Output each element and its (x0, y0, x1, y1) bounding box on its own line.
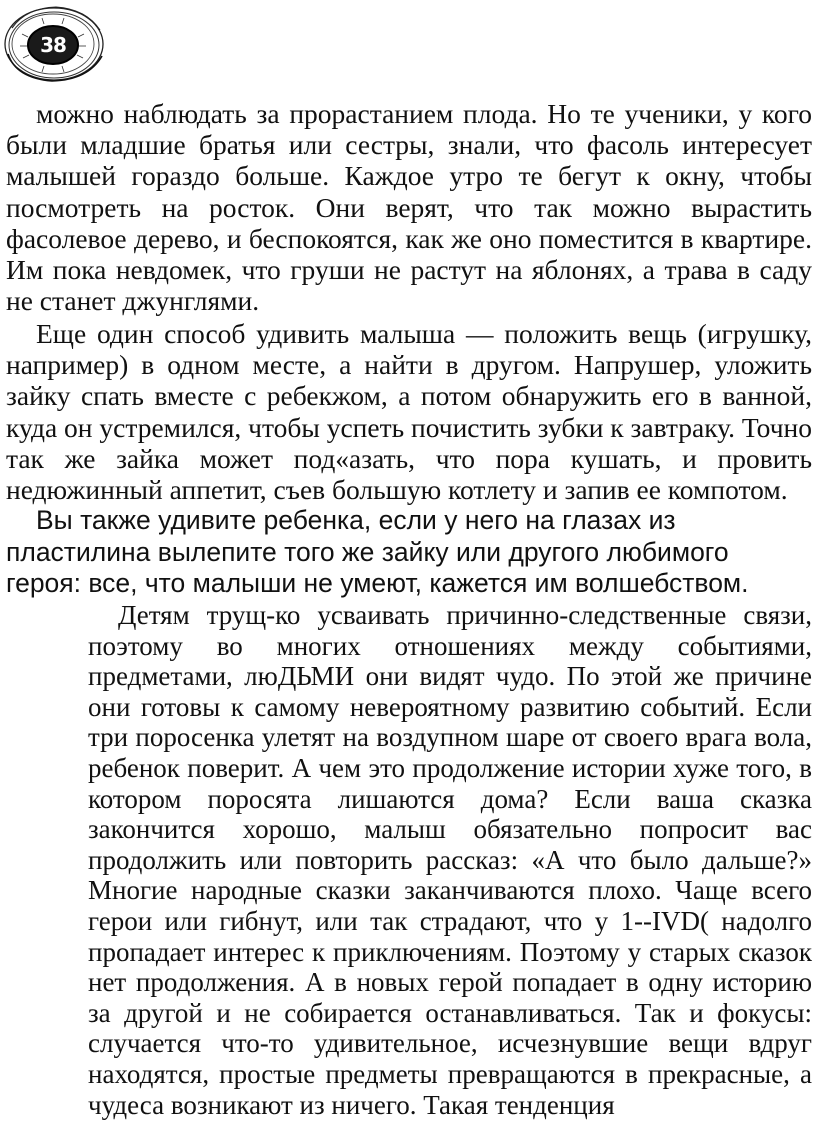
page-number: 38 (40, 33, 66, 57)
paragraph-text: Вы также удивите ребенка, если у него на глазах из пластилина вылепите того же зайку или другого любимого героя: все, что малыши не умеют, кажется им волшебством. (6, 505, 749, 598)
paragraph-text: Еще один способ удивить малыша — положить вещь (игрушку, например) в одном месте, а найти в другом. Напрушер, уложить зайку спать вместе с ребекжом, а потом обнаружить его в ванной, куда он устремился, чтобы успеть почистить зубки к завтраку. Точно так же зайка может под«азать, что пора кушать, и провить недюжинный аппетит, съев большую котлету и запив ее компотом. (6, 318, 812, 506)
paragraph-3 (6, 505, 806, 600)
paragraph-text: можно наблюдать за прорастанием плода. Но те ученики, у кого были младшие братья или сестры, знали, что фасоль интересует малышей гораздо больше. Каждое утро те бегут к окну, чтобы посмотреть на росток. Они верят, что так можно вырастить фасолевое дерево, и беспокоятся, как же оно поместится в квартире. Им пока невдомек, что груши не растут на яблонях, а трава в саду не станет джунглями. (6, 98, 812, 317)
paragraph-text: Детям трущ-ко усваивать причинно-следственные связи, поэтому во многих отношениях между событиями, предметами, люДЬМИ они видят чудо. По этой же причине они готовы к самому невероятному развитию событий. Если три поросенка улетят на воздупном шаре от своего врага вола, ребенок поверит. А чем это продолжение истории хуже того, в котором поросята лишаются дома? Если ваша сказка закончится хорошо, малыш обязательно попросит вас продолжить или повторить рассказ: «А что было дальше?» Многие народные сказки заканчиваются плохо. Чаще всего герои или гибнут, или так страдают, что у 1--IVD( надолго пропадает интерес к приключениям. Поэтому у старых сказок нет продолжения. А в новых герой попадает в одну историю за другой и не собирается останавливаться. Так и фокусы: случается что-то удивительное, исчезнувшие вещи вдруг находятся, простые предметы превращаются в прекрасные, а чудеса возникают из ничего. Такая тенденция (88, 600, 812, 1120)
paragraph-1 (6, 98, 812, 316)
page-number-badge (2, 4, 106, 84)
paragraph-2 (6, 318, 812, 505)
paragraph-4 (88, 600, 812, 1120)
